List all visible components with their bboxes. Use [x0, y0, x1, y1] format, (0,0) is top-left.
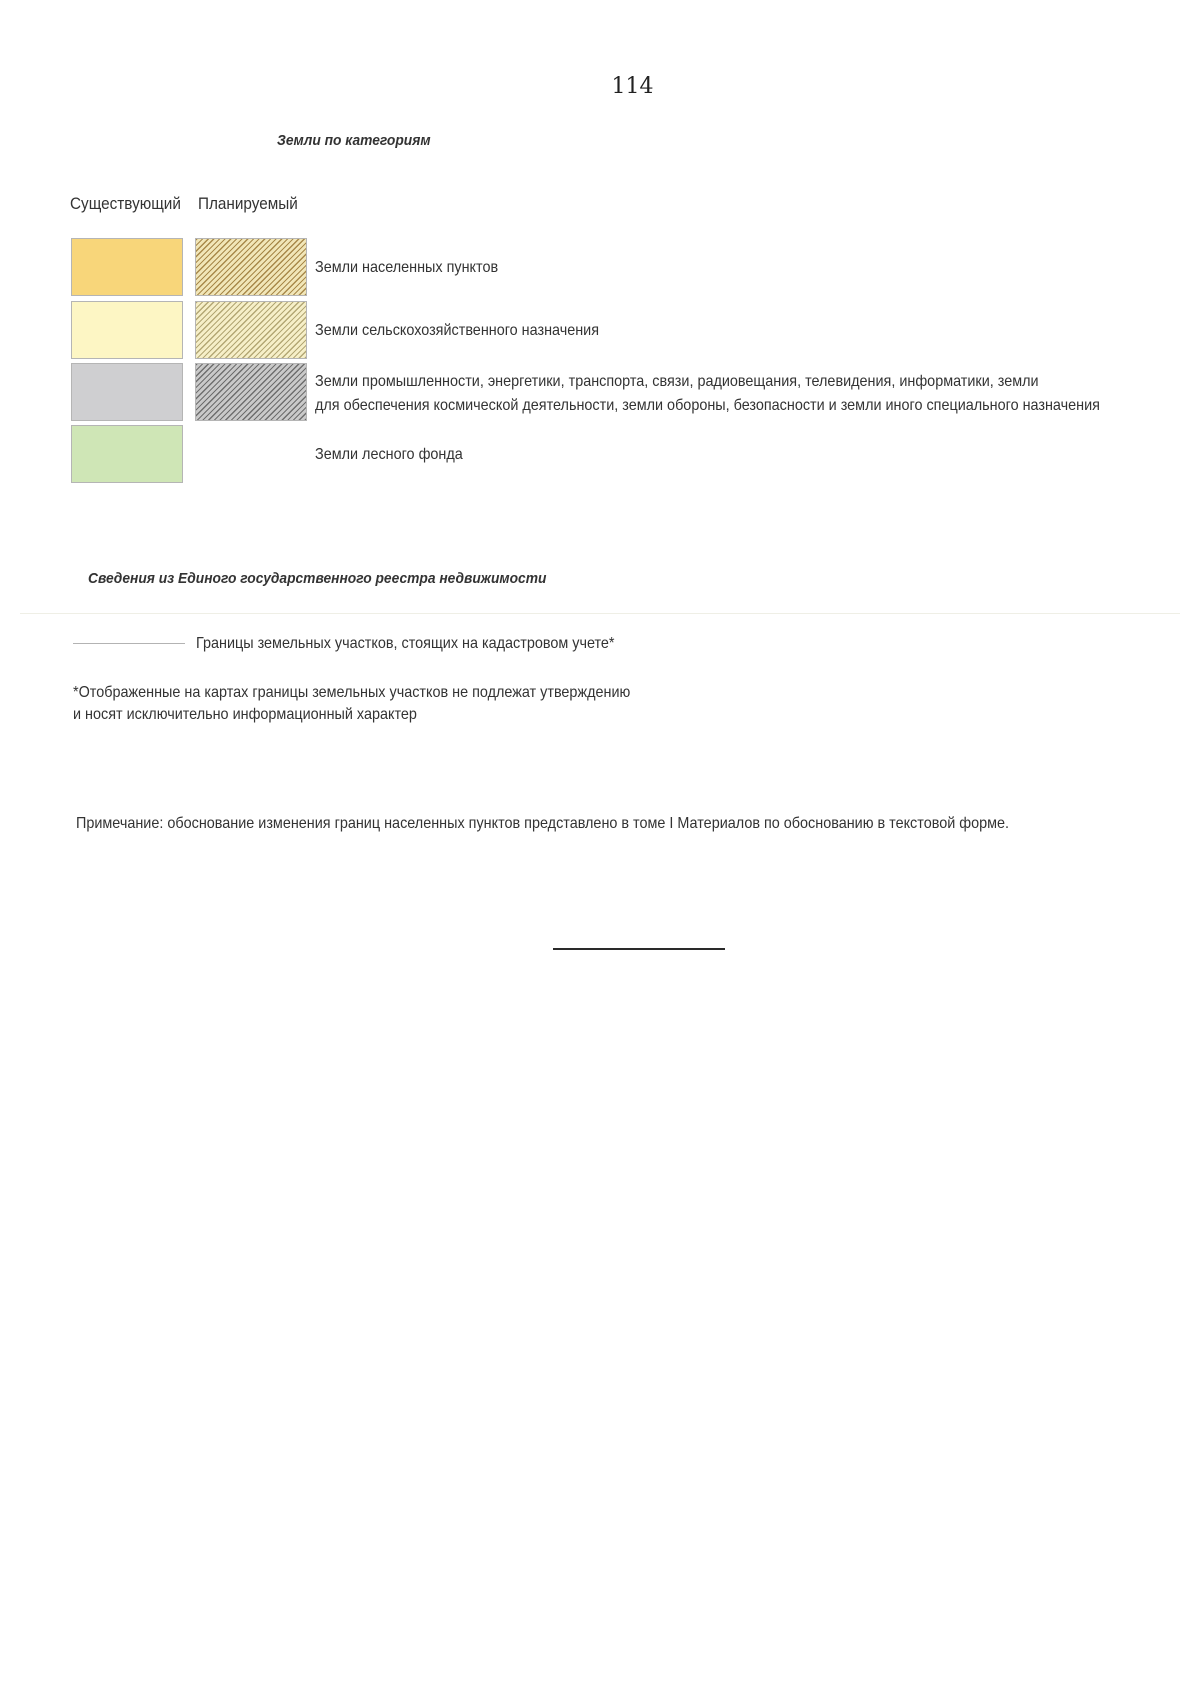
legend-label-industry-line1: Земли промышленности, энергетики, транспорта, связи, радиовещания, телевидения, информатики, земли: [315, 373, 1039, 390]
egrn-title: Сведения из Единого государственного реестра недвижимости: [88, 570, 547, 587]
legend-label-industry-line2: для обеспечения космической деятельности, земли обороны, безопасности и земли иного специального назначения: [315, 397, 1100, 414]
swatch-planned-industry: [195, 363, 307, 421]
swatch-planned-settlements: [195, 238, 307, 296]
swatch-existing-forest: [71, 425, 183, 483]
legend-label-agricultural: Земли сельскохозяйственного назначения: [315, 322, 600, 339]
legend-label-forest: Земли лесного фонда: [315, 446, 463, 463]
swatch-existing-settlements: [71, 238, 183, 296]
note-text: Примечание: обоснование изменения границ населенных пунктов представлено в томе I Материалов по обоснованию в текстовой форме.: [76, 815, 1010, 832]
parcel-boundary-label: Границы земельных участков, стоящих на кадастровом учете*: [196, 635, 615, 652]
legend-label-settlements: Земли населенных пунктов: [315, 259, 499, 276]
swatch-planned-agricultural: [195, 301, 307, 359]
parcel-boundary-line-symbol: [73, 643, 185, 644]
swatch-existing-agricultural: [71, 301, 183, 359]
section-divider: [20, 613, 1180, 614]
swatch-existing-industry: [71, 363, 183, 421]
page-number: 114: [611, 74, 654, 99]
column-header-planned: Планируемый: [198, 194, 298, 213]
end-rule: [553, 948, 725, 950]
footnote-line-1: *Отображенные на картах границы земельных участков не подлежат утверждению: [73, 684, 631, 701]
categories-title: Земли по категориям: [277, 132, 431, 149]
footnote-line-2: и носят исключительно информационный характер: [73, 706, 417, 723]
column-header-existing: Существующий: [70, 194, 181, 213]
